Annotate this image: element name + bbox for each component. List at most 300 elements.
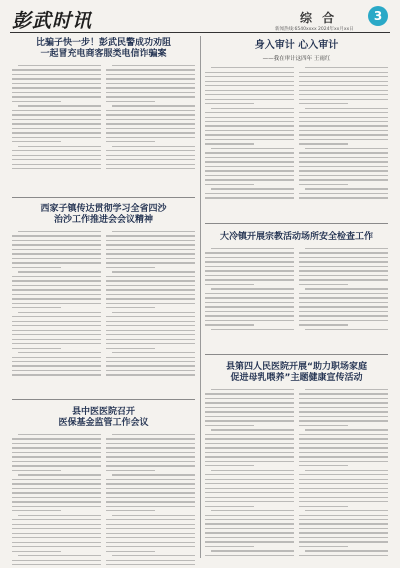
text-line <box>12 294 101 295</box>
text-line <box>106 119 195 120</box>
text-line <box>106 447 195 448</box>
text-line <box>12 546 101 547</box>
section-divider <box>12 197 195 198</box>
text-line <box>12 479 101 480</box>
text-line <box>106 168 195 169</box>
text-line <box>12 564 101 565</box>
text-line <box>12 506 101 507</box>
article-breastfeeding-campaign <box>205 362 388 559</box>
text-line <box>299 447 388 448</box>
text-line <box>18 65 101 66</box>
text-line <box>299 497 388 498</box>
body-text-column <box>299 248 388 333</box>
article-body <box>205 67 388 202</box>
text-line <box>106 519 195 520</box>
section-name: 综 合 <box>300 11 338 25</box>
text-line <box>12 267 61 268</box>
text-line <box>12 123 101 124</box>
text-line <box>299 252 388 253</box>
text-line <box>12 285 101 286</box>
text-line <box>12 159 101 160</box>
text-line <box>205 393 294 394</box>
text-line <box>106 289 195 290</box>
body-text-column <box>205 389 294 559</box>
text-line <box>205 261 294 262</box>
article-subhead: ——我在审计这四年 王雨红 <box>262 56 331 63</box>
text-line <box>12 101 61 102</box>
text-line <box>205 99 294 100</box>
text-line <box>106 488 195 489</box>
text-line <box>106 528 195 529</box>
text-line <box>12 470 61 471</box>
text-line <box>106 510 155 511</box>
text-line <box>106 235 195 236</box>
body-text-column <box>106 65 195 173</box>
text-line <box>205 555 294 556</box>
text-line <box>205 284 254 285</box>
text-line <box>106 542 195 543</box>
text-line <box>299 483 388 484</box>
text-line <box>112 474 195 475</box>
text-line <box>106 470 155 471</box>
article-body <box>205 389 388 559</box>
text-line <box>205 407 294 408</box>
text-line <box>12 316 101 317</box>
text-line <box>299 452 388 453</box>
text-line <box>211 429 294 430</box>
text-line <box>299 293 388 294</box>
text-line <box>205 76 294 77</box>
text-line <box>106 101 155 102</box>
text-line <box>205 293 294 294</box>
text-line <box>112 312 195 313</box>
text-line <box>299 541 388 542</box>
text-line <box>106 334 195 335</box>
article-headline: 身入审计 心入审计 <box>254 40 339 51</box>
text-line <box>205 456 294 457</box>
text-line <box>299 161 388 162</box>
text-line <box>205 447 294 448</box>
text-line <box>211 389 294 390</box>
text-line <box>205 452 294 453</box>
text-line <box>106 132 195 133</box>
text-line <box>106 325 195 326</box>
text-line <box>299 117 388 118</box>
newspaper-brand: 彭武时讯 <box>12 10 93 32</box>
text-line <box>299 461 388 462</box>
text-line <box>205 497 294 498</box>
text-line <box>299 297 388 298</box>
text-line <box>205 125 294 126</box>
text-line <box>299 492 388 493</box>
article-body <box>12 231 195 379</box>
text-line <box>18 474 101 475</box>
text-line <box>12 447 101 448</box>
text-line <box>18 231 101 232</box>
text-line <box>205 143 254 144</box>
article-body <box>12 65 195 173</box>
text-line <box>12 443 101 444</box>
headline-line: 促进母乳喂养”主题健康宣传活动 <box>230 372 363 383</box>
text-line <box>205 402 294 403</box>
text-line <box>106 321 195 322</box>
text-line <box>12 276 101 277</box>
text-line <box>299 197 388 198</box>
text-line <box>299 438 388 439</box>
text-line <box>12 258 101 259</box>
text-line <box>205 523 294 524</box>
text-line <box>106 479 195 480</box>
text-line <box>205 103 254 104</box>
text-line <box>205 184 254 185</box>
text-line <box>211 248 294 249</box>
text-line <box>106 348 155 349</box>
text-line <box>305 288 388 289</box>
text-line <box>12 357 101 358</box>
text-line <box>106 374 195 375</box>
text-line <box>18 434 101 435</box>
text-line <box>205 257 294 258</box>
headline-line: 县中医医院召开 <box>71 407 135 417</box>
body-text-column <box>205 248 294 333</box>
text-line <box>299 90 388 91</box>
text-line <box>299 266 388 267</box>
text-line <box>18 146 101 147</box>
text-line <box>299 425 348 426</box>
text-line <box>299 443 388 444</box>
text-line <box>12 365 101 366</box>
body-text-column <box>12 434 101 568</box>
text-line <box>205 193 294 194</box>
text-line <box>106 343 195 344</box>
text-line <box>106 560 195 561</box>
text-line <box>299 152 388 153</box>
text-line <box>205 197 294 198</box>
text-line <box>205 501 294 502</box>
text-line <box>12 528 101 529</box>
text-line <box>12 298 101 299</box>
text-line <box>205 398 294 399</box>
text-line <box>299 320 388 321</box>
text-line <box>299 72 388 73</box>
text-line <box>299 157 388 158</box>
text-line <box>211 288 294 289</box>
text-line <box>205 320 294 321</box>
text-line <box>305 389 388 390</box>
text-line <box>299 474 388 475</box>
text-line <box>106 114 195 115</box>
text-line <box>12 339 101 340</box>
text-line <box>299 420 388 421</box>
text-line <box>299 139 388 140</box>
text-line <box>205 112 294 113</box>
masthead-rule <box>10 32 390 33</box>
body-text-column <box>106 434 195 568</box>
text-line <box>106 83 195 84</box>
text-line <box>299 528 388 529</box>
masthead <box>0 0 400 34</box>
text-line <box>305 248 388 249</box>
article-headline <box>205 362 388 384</box>
text-line <box>299 257 388 258</box>
text-line <box>12 456 101 457</box>
text-line <box>305 188 388 189</box>
text-line <box>112 65 195 66</box>
text-line <box>112 146 195 147</box>
text-line <box>299 134 388 135</box>
text-line <box>205 532 294 533</box>
text-line <box>12 92 101 93</box>
text-line <box>299 279 388 280</box>
text-line <box>205 85 294 86</box>
article-medical-insurance-meeting <box>12 407 195 568</box>
text-line <box>106 240 195 241</box>
text-line <box>205 546 254 547</box>
text-line <box>12 74 101 75</box>
text-line <box>205 130 294 131</box>
text-line <box>12 524 101 525</box>
text-line <box>106 361 195 362</box>
text-line <box>12 262 101 263</box>
headline-line: 治沙工作推进会会议精神 <box>53 214 153 225</box>
article-body <box>205 248 388 333</box>
text-line <box>106 155 195 156</box>
article-fraud-prevention <box>12 38 195 173</box>
text-line <box>12 307 61 308</box>
text-line <box>106 78 195 79</box>
text-line <box>106 253 195 254</box>
text-line <box>106 267 155 268</box>
text-line <box>106 258 195 259</box>
text-line <box>12 321 101 322</box>
text-line <box>106 492 195 493</box>
text-line <box>106 74 195 75</box>
text-line <box>12 483 101 484</box>
text-line <box>12 240 101 241</box>
article-headline: 大冷镇开展宗教活动场所安全检查工作 <box>219 232 373 242</box>
text-line <box>299 315 388 316</box>
text-line <box>299 284 348 285</box>
text-line <box>106 307 155 308</box>
text-line <box>18 555 101 556</box>
text-line <box>106 443 195 444</box>
text-line <box>299 193 388 194</box>
text-line <box>12 533 101 534</box>
text-line <box>106 285 195 286</box>
text-line <box>299 103 348 104</box>
text-line <box>12 343 101 344</box>
article-body <box>12 434 195 568</box>
text-line <box>299 488 388 489</box>
text-line <box>12 128 101 129</box>
text-line <box>205 315 294 316</box>
text-line <box>205 528 294 529</box>
text-line <box>205 438 294 439</box>
text-line <box>12 374 101 375</box>
text-line <box>12 560 101 561</box>
headline-line: 县第四人民医院开展“助力职场家庭 <box>226 362 367 372</box>
article-headline <box>12 204 195 226</box>
text-line <box>106 365 195 366</box>
text-line <box>205 302 294 303</box>
text-line <box>112 352 195 353</box>
text-line <box>299 179 388 180</box>
text-line <box>106 262 195 263</box>
text-line <box>299 465 348 466</box>
text-line <box>205 179 294 180</box>
text-line <box>106 533 195 534</box>
text-line <box>12 542 101 543</box>
text-line <box>299 523 388 524</box>
column-divider <box>200 36 201 558</box>
text-line <box>205 420 294 421</box>
text-line <box>106 150 195 151</box>
text-line <box>299 76 388 77</box>
text-line <box>205 465 254 466</box>
text-line <box>299 166 388 167</box>
text-line <box>299 130 388 131</box>
text-line <box>12 325 101 326</box>
text-line <box>112 555 195 556</box>
text-line <box>211 510 294 511</box>
text-line <box>106 276 195 277</box>
text-line <box>12 132 101 133</box>
text-line <box>18 515 101 516</box>
body-text-column <box>299 67 388 202</box>
text-line <box>106 128 195 129</box>
text-line <box>106 249 195 250</box>
text-line <box>106 506 195 507</box>
text-line <box>106 483 195 484</box>
article-audit-reflection <box>205 40 388 202</box>
text-line <box>205 134 294 135</box>
text-line <box>205 306 294 307</box>
text-line <box>12 492 101 493</box>
text-line <box>12 289 101 290</box>
text-line <box>205 157 294 158</box>
text-line <box>106 298 195 299</box>
text-line <box>299 411 388 412</box>
section-divider <box>205 223 388 224</box>
text-line <box>205 515 294 516</box>
text-line <box>299 506 348 507</box>
headline-line: 比骗子快一步！彭武民警成功劝阻 <box>35 38 171 48</box>
text-line <box>205 434 294 435</box>
text-line <box>12 537 101 538</box>
text-line <box>106 141 155 142</box>
text-line <box>299 537 388 538</box>
text-line <box>205 483 294 484</box>
text-line <box>12 168 101 169</box>
text-line <box>305 329 388 330</box>
text-line <box>305 148 388 149</box>
text-line <box>12 164 101 165</box>
text-line <box>12 488 101 489</box>
text-line <box>299 125 388 126</box>
text-line <box>12 497 101 498</box>
text-line <box>106 537 195 538</box>
text-line <box>305 429 388 430</box>
text-line <box>299 501 388 502</box>
text-line <box>211 188 294 189</box>
text-line <box>299 434 388 435</box>
text-line <box>299 270 388 271</box>
text-line <box>12 303 101 304</box>
text-line <box>205 474 294 475</box>
text-line <box>205 275 294 276</box>
text-line <box>106 244 195 245</box>
text-line <box>112 105 195 106</box>
text-line <box>106 69 195 70</box>
text-line <box>106 452 195 453</box>
text-line <box>299 143 348 144</box>
page-number-badge: 3 <box>368 6 388 26</box>
text-line <box>106 92 195 93</box>
text-line <box>205 311 294 312</box>
text-line <box>299 402 388 403</box>
text-line <box>106 370 195 371</box>
text-line <box>12 370 101 371</box>
text-line <box>299 112 388 113</box>
text-line <box>112 434 195 435</box>
text-line <box>106 87 195 88</box>
article-headline <box>12 407 195 429</box>
text-line <box>12 83 101 84</box>
text-line <box>299 85 388 86</box>
text-line <box>106 137 195 138</box>
text-line <box>205 121 294 122</box>
text-line <box>106 357 195 358</box>
text-line <box>299 306 388 307</box>
text-line <box>112 231 195 232</box>
text-line <box>106 564 195 565</box>
text-line <box>106 456 195 457</box>
text-line <box>106 280 195 281</box>
text-line <box>106 164 195 165</box>
text-line <box>299 416 388 417</box>
text-line <box>12 452 101 453</box>
text-line <box>18 105 101 106</box>
body-text-column <box>12 231 101 379</box>
text-line <box>305 550 388 551</box>
text-line <box>12 137 101 138</box>
text-line <box>18 312 101 313</box>
text-line <box>211 148 294 149</box>
text-line <box>299 515 388 516</box>
text-line <box>299 261 388 262</box>
text-line <box>299 546 348 547</box>
body-text-column <box>106 231 195 379</box>
text-line <box>205 139 294 140</box>
text-line <box>205 170 294 171</box>
text-line <box>305 108 388 109</box>
text-line <box>12 334 101 335</box>
text-line <box>299 532 388 533</box>
text-line <box>106 159 195 160</box>
text-line <box>12 150 101 151</box>
text-line <box>211 67 294 68</box>
text-line <box>106 110 195 111</box>
text-line <box>112 515 195 516</box>
text-line <box>106 546 195 547</box>
text-line <box>205 541 294 542</box>
text-line <box>205 161 294 162</box>
text-line <box>12 519 101 520</box>
text-line <box>305 510 388 511</box>
issue-line: 新闻热线:6540xxxx 2024年xx月xx日 <box>275 27 354 32</box>
text-line <box>299 555 388 556</box>
text-line <box>106 438 195 439</box>
